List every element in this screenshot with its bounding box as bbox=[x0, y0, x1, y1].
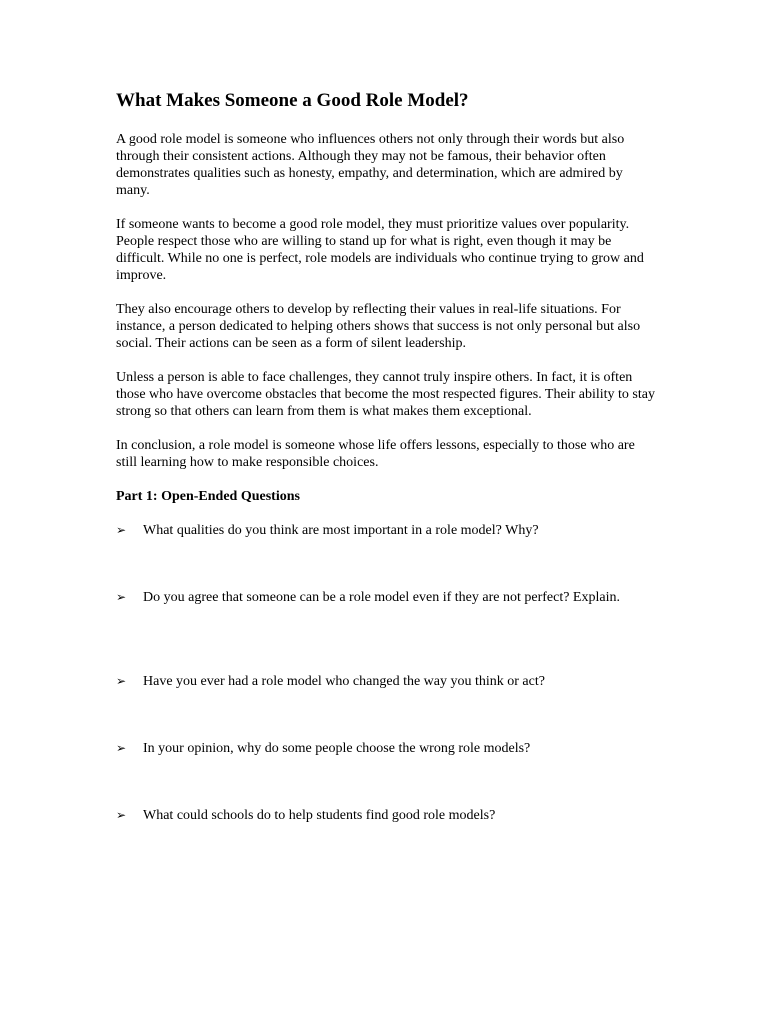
paragraph-3: They also encourage others to develop by reflecting their values in real-life situations. For instance, a person dedicated to helping others shows that success is not only personal but also social. Their actions can be seen as a form of silent leadership. bbox=[116, 302, 641, 351]
question-item bbox=[116, 673, 656, 740]
arrow-bullet-icon: ➢ bbox=[116, 741, 127, 755]
paragraph-2: If someone wants to become a good role model, they must prioritize values over popularity. People respect those who are willing to stand up for what is right, even though it may be difficult. While no one is perfect, role models are individuals who continue trying to grow and improve. bbox=[116, 217, 644, 283]
question-text: What qualities do you think are most important in a role model? Why? bbox=[143, 523, 539, 538]
arrow-bullet-icon: ➢ bbox=[116, 590, 127, 604]
question-text: Do you agree that someone can be a role model even if they are not perfect? Explain. bbox=[143, 590, 620, 605]
document-title: What Makes Someone a Good Role Model? bbox=[116, 90, 469, 111]
section-heading: Part 1: Open-Ended Questions bbox=[116, 489, 300, 504]
paragraph-4: Unless a person is able to face challenges, they cannot truly inspire others. In fact, it is often those who have overcome obstacles that become the most respected figures. Their ability to stay strong so that others can learn from them is what makes them exceptional. bbox=[116, 370, 655, 419]
paragraph-1: A good role model is someone who influences others not only through their words but also through their consistent actions. Although they may not be famous, their behavior often demonstrates qualities such as honesty, empathy, and determination, which are admired by many. bbox=[116, 132, 625, 198]
question-text: In your opinion, why do some people choose the wrong role models? bbox=[143, 741, 531, 756]
arrow-bullet-icon: ➢ bbox=[116, 523, 127, 537]
question-item bbox=[116, 589, 656, 673]
question-text: What could schools do to help students find good role models? bbox=[143, 808, 496, 823]
document-page bbox=[116, 89, 656, 824]
question-list bbox=[116, 522, 656, 824]
paragraph-5: In conclusion, a role model is someone whose life offers lessons, especially to those who are still learning how to make responsible choices. bbox=[116, 438, 635, 470]
arrow-bullet-icon: ➢ bbox=[116, 808, 127, 822]
question-text: Have you ever had a role model who changed the way you think or act? bbox=[143, 674, 545, 689]
question-item bbox=[116, 522, 656, 589]
question-item bbox=[116, 740, 656, 807]
question-item bbox=[116, 807, 656, 824]
arrow-bullet-icon: ➢ bbox=[116, 674, 127, 688]
